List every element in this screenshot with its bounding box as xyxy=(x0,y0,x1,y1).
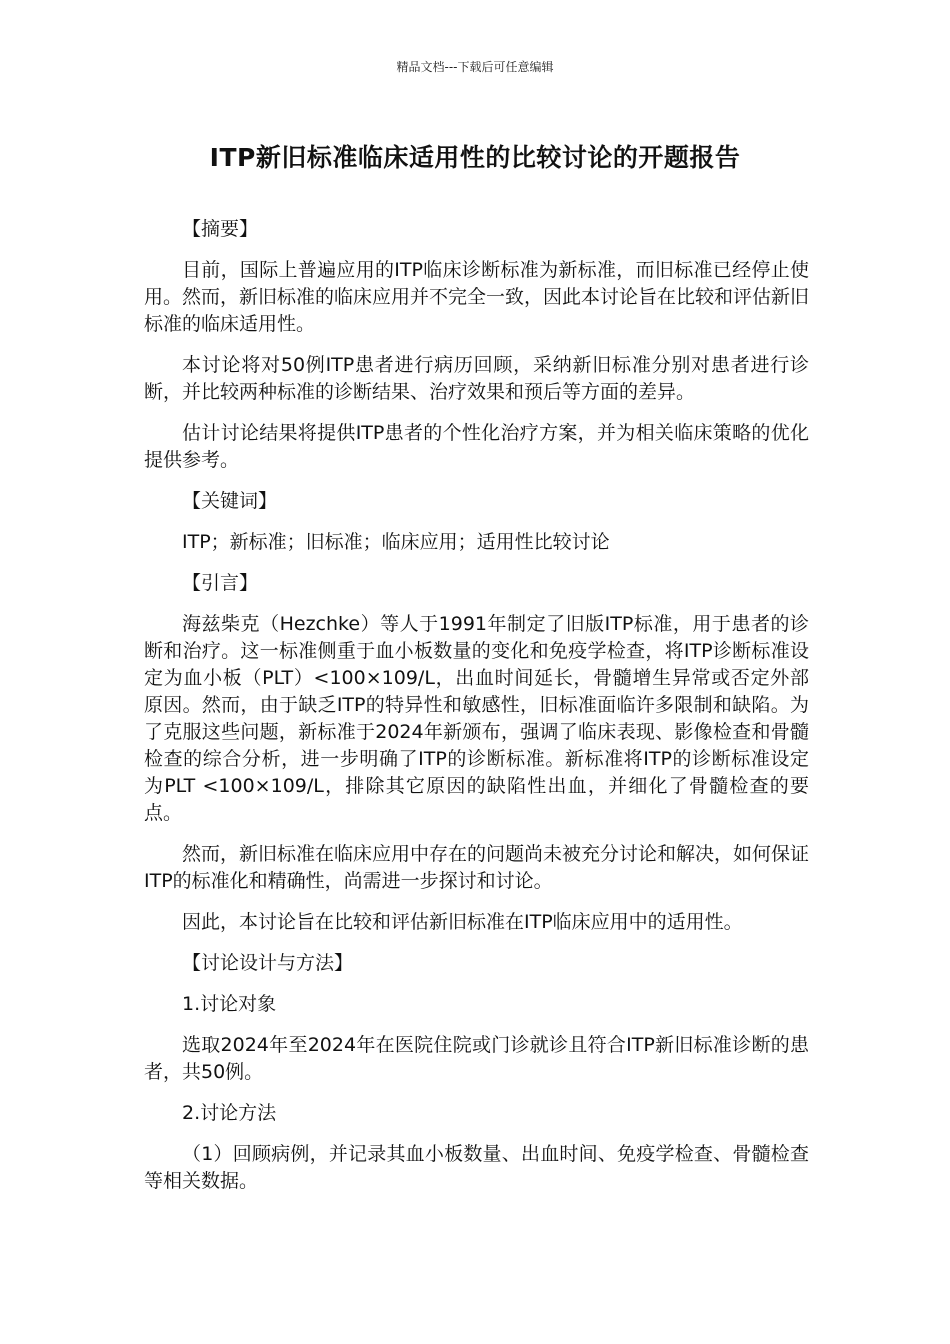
header-note: 精品文档---下载后可任意编辑 xyxy=(396,60,554,74)
intro-heading: 【引言】 xyxy=(182,572,259,594)
keywords-heading: 【关键词】 xyxy=(182,490,278,512)
document-title: ITP新旧标准临床适用性的比较讨论的开题报告 xyxy=(209,143,741,172)
method-paragraph-1: （1）回顾病例，并记录其血小板数量、出血时间、免疫学检查、骨髓检查等相关数据。 xyxy=(144,1143,809,1192)
abstract-heading: 【摘要】 xyxy=(182,218,259,240)
intro-paragraph-2: 然而，新旧标准在临床应用中存在的问题尚未被充分讨论和解决，如何保证ITP的标准化和精确性，尚需进一步探讨和讨论。 xyxy=(144,843,810,892)
subject-paragraph: 选取2024年至2024年在医院住院或门诊就诊且符合ITP新旧标准诊断的患者，共50例。 xyxy=(144,1034,809,1083)
intro-paragraph-3: 因此，本讨论旨在比较和评估新旧标准在ITP临床应用中的适用性。 xyxy=(182,911,743,933)
design-heading: 【讨论设计与方法】 xyxy=(182,952,354,974)
subject-heading: 1.讨论对象 xyxy=(182,993,277,1015)
intro-paragraph-1: 海兹柴克（Hezchke）等人于1991年制定了旧版ITP标准，用于患者的诊断和治疗。这一标准侧重于血小板数量的变化和免疫学检查，将ITP诊断标准设定为血小板（PLT）<100×109/L，出血时间延长，骨髓增生异常或否定外部原因。然而，由于缺乏ITP的特异性和敏感性，旧标准面临许多限制和缺陷。为了克服这些问题，新标准于2024年新颁布，强调了临床表现、影像检查和骨髓检查的综合分析，进一步明确了ITP的诊断标准。新标准将ITP的诊断标准设定为PLT <100×109/L，排除其它原因的缺陷性出血，并细化了骨髓检查的要点。 xyxy=(144,613,809,824)
abstract-paragraph-1: 目前，国际上普遍应用的ITP临床诊断标准为新标准，而旧标准已经停止使用。然而，新旧标准的临床应用并不完全一致，因此本讨论旨在比较和评估新旧标准的临床适用性。 xyxy=(144,259,810,335)
keywords-text: ITP；新标准；旧标准；临床应用；适用性比较讨论 xyxy=(182,531,610,553)
abstract-paragraph-3: 估计讨论结果将提供ITP患者的个性化治疗方案，并为相关临床策略的优化提供参考。 xyxy=(144,422,809,471)
abstract-paragraph-2: 本讨论将对50例ITP患者进行病历回顾，采纳新旧标准分别对患者进行诊断，并比较两种标准的诊断结果、治疗效果和预后等方面的差异。 xyxy=(144,354,809,403)
document-body xyxy=(144,216,809,1209)
method-heading: 2.讨论方法 xyxy=(182,1102,277,1124)
